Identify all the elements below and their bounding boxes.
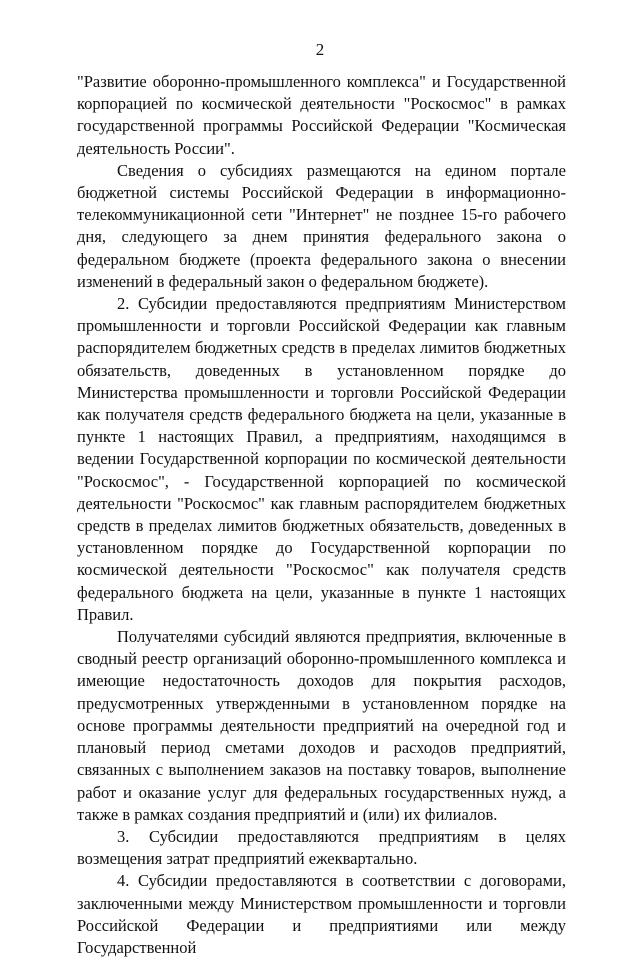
page-number: 2 [315, 40, 325, 59]
paragraph: Сведения о субсидиях размещаются на едином портале бюджетной системы Российской Федерации в информационно-телекоммуникационной сети "Интернет" не позднее 15-го рабочего дня, следующего за днем принятия федерального закона о федеральном бюджете (проекта федерального закона о внесении изменений в федеральный закон о федеральном бюджете). [77, 160, 566, 291]
paragraph: 4. Субсидии предоставляются в соответствии с договорами, заключенными между Министерством промышленности и торговли Российской Федерации и предприятиями или между Государственной [77, 871, 566, 957]
paragraph: "Развитие оборонно-промышленного комплекса" и Государственной корпорацией по космической деятельности "Роскосмос" в рамках государственной программы Российской Федерации "Космическая деятельность России". [77, 72, 566, 158]
body-text [77, 71, 566, 959]
paragraph: Получателями субсидий являются предприятия, включенные в сводный реестр организаций оборонно-промышленного комплекса и имеющие недостаточность доходов для покрытия расходов, предусмотренных утвержденными в установленном порядке на основе программы деятельности предприятий на очередной год и плановый период сметами доходов и расходов предприятий, связанных с выполнением заказов на поставку товаров, выполнение работ и оказание услуг для федеральных государственных нужд, а также в рамках создания предприятий и (или) их филиалов. [77, 627, 566, 824]
paragraph: 3. Субсидии предоставляются предприятиям в целях возмещения затрат предприятий ежеквартально. [77, 826, 566, 869]
paragraph: 2. Субсидии предоставляются предприятиям Министерством промышленности и торговли Российской Федерации как главным распорядителем бюджетных средств в пределах лимитов бюджетных обязательств, доведенных в установленном порядке до Министерства промышленности и торговли Российской Федерации как получателя средств федерального бюджета на цели, указанные в пункте 1 настоящих Правил, а предприятиям, находящимся в ведении Государственной корпорации по космической деятельности "Роскосмос", - Государственной корпорацией по космической деятельности "Роскосмос" как главным распорядителем бюджетных средств в пределах лимитов бюджетных обязательств, доведенных в установленном порядке до Государственной корпорации по космической деятельности "Роскосмос" как получателя средств федерального бюджета на цели, указанные в пункте 1 настоящих Правил. [77, 294, 566, 624]
